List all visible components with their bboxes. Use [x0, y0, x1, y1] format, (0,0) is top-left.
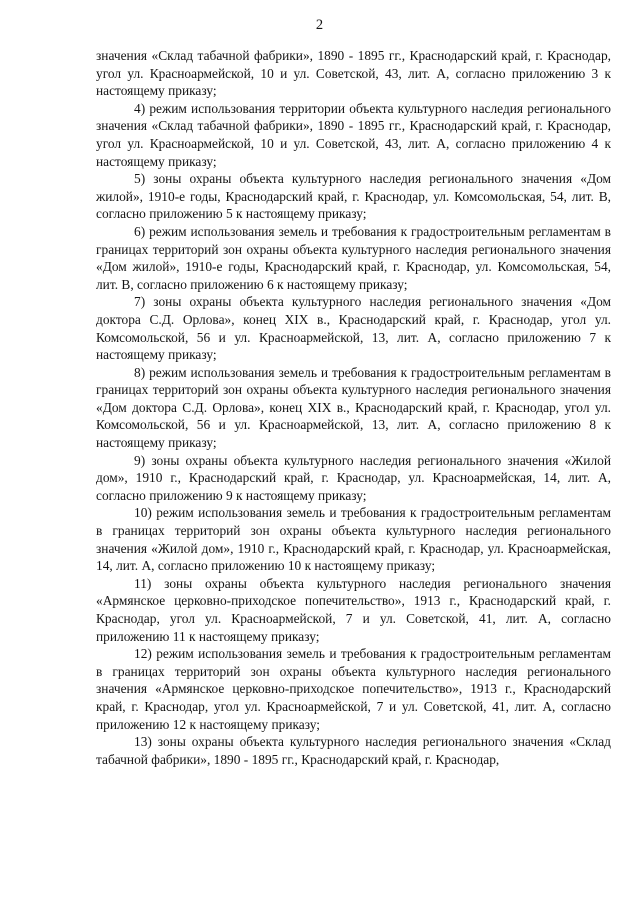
paragraph-item-12: 12) режим использования земель и требования к градостроительным регламентам в границах территорий зон охраны объекта культурного наследия регионального значения «Армянское церковно-приходское попечительство», 1913 г., Краснодарский край, г. Краснодар, угол ул. Красноармейской, 7 и ул. Советской, 41, лит. А, согласно приложению 12 к настоящему приказу;	[96, 646, 611, 732]
paragraph-item-5: 5) зоны охраны объекта культурного наследия регионального значения «Дом жилой», 1910-е годы, Краснодарский край, г. Краснодар, ул. Комсомольская, 54, лит. В, согласно приложению 5 к настоящему приказу;	[96, 171, 611, 222]
document-body	[96, 47, 611, 768]
page-number: 2	[315, 17, 324, 33]
paragraph-continuation: значения «Склад табачной фабрики», 1890 - 1895 гг., Краснодарский край, г. Краснодар, угол ул. Красноармейской, 10 и ул. Советской, 43, лит. А, согласно приложению 3 к настоящему приказу;	[96, 48, 611, 99]
paragraph-item-7: 7) зоны охраны объекта культурного наследия регионального значения «Дом доктора С.Д. Орлова», конец XIX в., Краснодарский край, г. Краснодар, угол ул. Комсомольской, 56 и ул. Красноармейской, 13, лит. А, согласно приложению 7 к настоящему приказу;	[96, 294, 611, 363]
paragraph-item-13: 13) зоны охраны объекта культурного наследия регионального значения «Склад табачной фабрики», 1890 - 1895 гг., Краснодарский край, г. Краснодар,	[96, 734, 611, 767]
paragraph-item-9: 9) зоны охраны объекта культурного наследия регионального значения «Жилой дом», 1910 г., Краснодарский край, г. Краснодар, ул. Красноармейская, 14, лит. А, согласно приложению 9 к настоящему приказу;	[96, 452, 611, 503]
paragraph-item-11: 11) зоны охраны объекта культурного наследия регионального значения «Армянское церковно-приходское попечительство», 1913 г., Краснодарский край, г. Краснодар, угол ул. Красноармейской, 7 и ул. Советской, 41, лит. А, согласно приложению 11 к настоящему приказу;	[96, 575, 611, 644]
paragraph-item-10: 10) режим использования земель и требования к градостроительным регламентам в границах территорий зон охраны объекта культурного наследия регионального значения «Жилой дом», 1910 г., Краснодарский край, г. Краснодар, ул. Красноармейская, 14, лит. А, согласно приложению 10 к настоящему приказу;	[96, 505, 611, 574]
paragraph-item-4: 4) режим использования территории объекта культурного наследия регионального значения «Склад табачной фабрики», 1890 - 1895 гг., Краснодарский край, г. Краснодар, угол ул. Красноармейской, 10 и ул. Советской, 43, лит. А, согласно приложению 4 к настоящему приказу;	[96, 100, 611, 169]
paragraph-item-6: 6) режим использования земель и требования к градостроительным регламентам в границах территорий зон охраны объекта культурного наследия регионального значения «Дом жилой», 1910-е годы, Краснодарский край, г. Краснодар, ул. Комсомольская, 54, лит. В, согласно приложению 6 к настоящему приказу;	[96, 223, 611, 292]
paragraph-item-8: 8) режим использования земель и требования к градостроительным регламентам в границах территорий зон охраны объекта культурного наследия регионального значения «Дом доктора С.Д. Орлова», конец XIX в., Краснодарский край, г. Краснодар, угол ул. Комсомольской, 56 и ул. Красноармейской, 13, лит. А, согласно приложению 8 к настоящему приказу;	[96, 364, 611, 451]
